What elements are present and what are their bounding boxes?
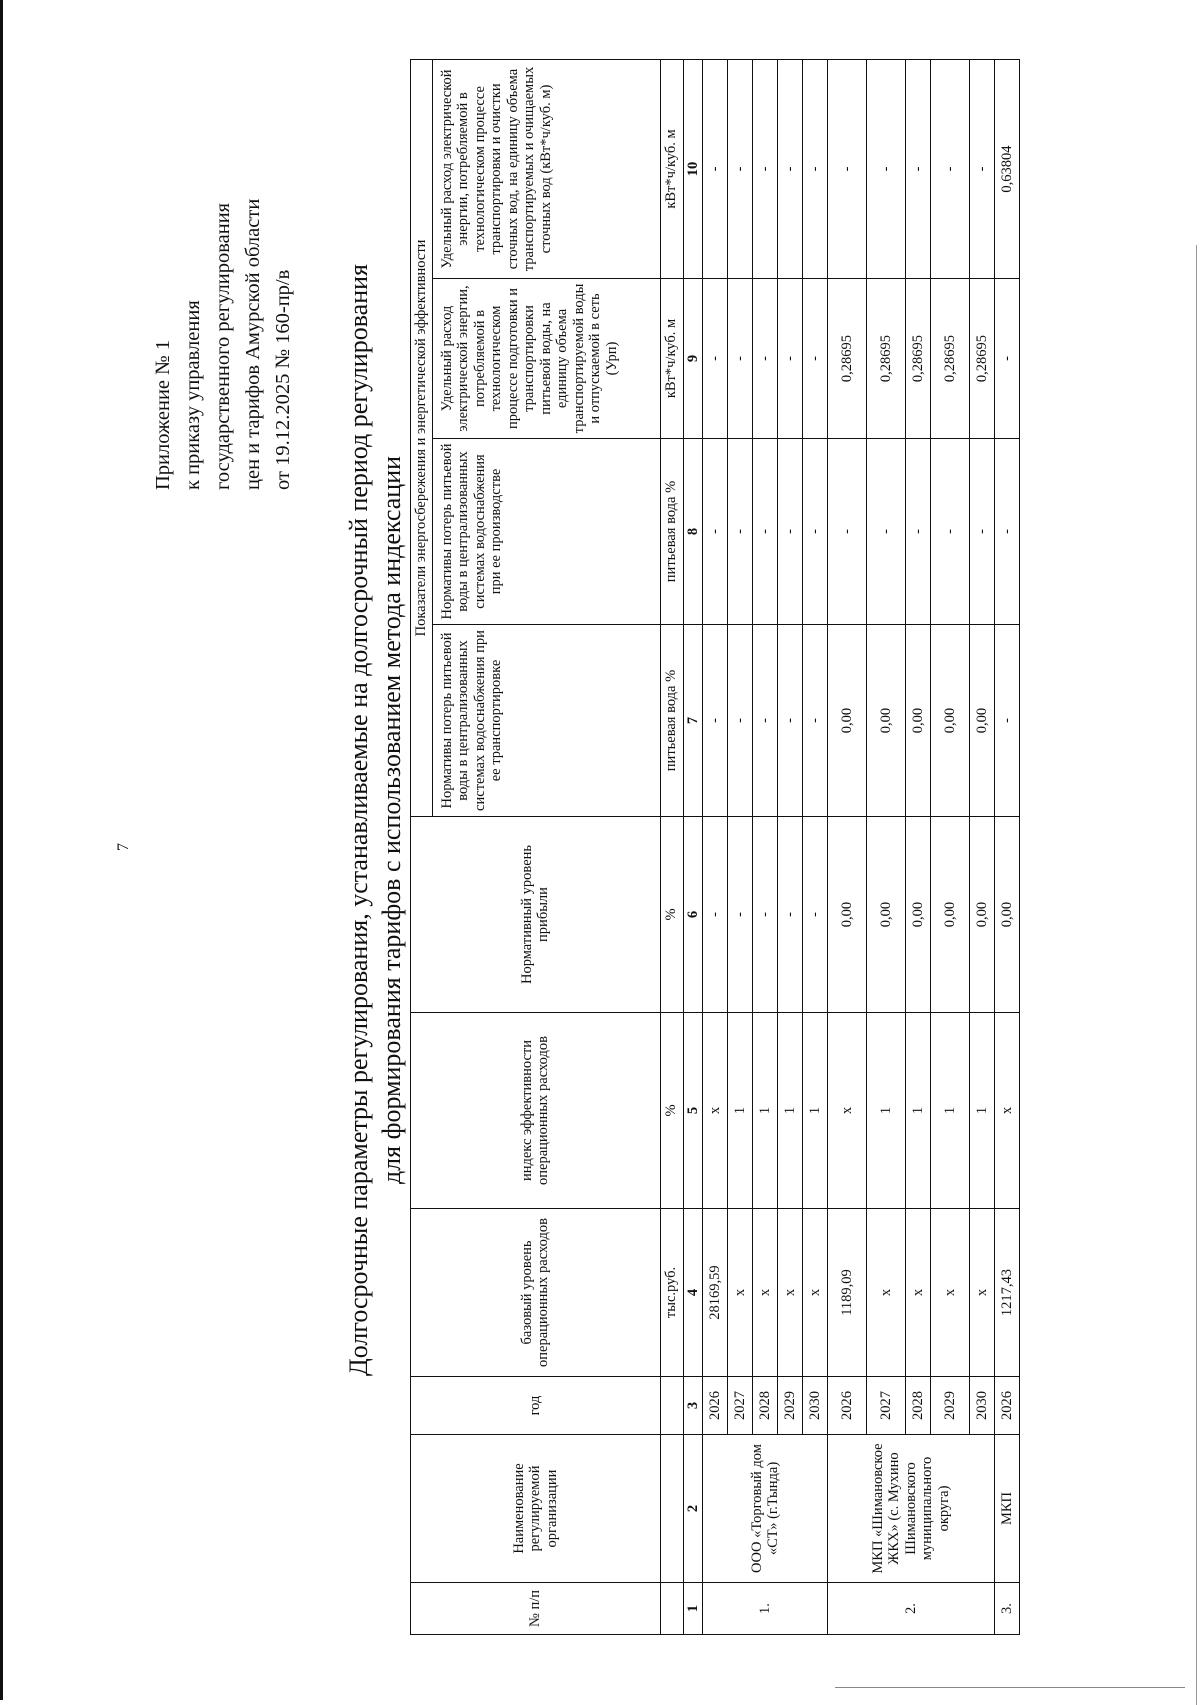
table-row bbox=[728, 59, 753, 1634]
org-name: ООО «Торговый дом «СТ» (г.Тында) bbox=[703, 1435, 828, 1583]
title-line-2: для формирования тарифов с использованием метода индексации bbox=[377, 455, 406, 1185]
cell-year: 2029 bbox=[931, 1377, 970, 1435]
cell-loss-transport: 0,00 bbox=[867, 625, 906, 817]
cell-loss-production: - bbox=[728, 439, 753, 625]
cell-energy-waste: - bbox=[778, 59, 803, 278]
header-year: год bbox=[411, 1377, 661, 1435]
cell-energy-water: 0,28695 bbox=[931, 279, 970, 439]
cell-profit: 0,00 bbox=[906, 817, 931, 1013]
cell-energy-waste: - bbox=[867, 59, 906, 278]
org-name: МКП «Шимановское ЖКХ» (с. Мухино Шимановского муниципального округа) bbox=[828, 1435, 995, 1583]
cell-loss-transport: 0,00 bbox=[931, 625, 970, 817]
unit-cell: кВт*ч/куб. м bbox=[660, 59, 683, 278]
cell-year: 2027 bbox=[867, 1377, 906, 1435]
cell-profit: - bbox=[803, 817, 828, 1013]
cell-year: 2030 bbox=[803, 1377, 828, 1435]
table-row bbox=[828, 59, 867, 1634]
cell-base: x bbox=[970, 1209, 995, 1377]
cell-energy-water: - bbox=[728, 279, 753, 439]
cell-energy-water: 0,28695 bbox=[828, 279, 867, 439]
header-energy-group: Показатели энергосбережения и энергетической эффективности bbox=[411, 59, 433, 816]
cell-loss-production: - bbox=[970, 439, 995, 625]
cell-index: 1 bbox=[867, 1013, 906, 1209]
cell-index: 1 bbox=[728, 1013, 753, 1209]
column-number: 7 bbox=[683, 625, 703, 817]
column-number: 10 bbox=[683, 59, 703, 278]
unit-cell bbox=[660, 1583, 683, 1635]
cell-index: x bbox=[828, 1013, 867, 1209]
title-line-1: Долгосрочные параметры регулирования, устанавливаемые на долгосрочный период регулирования bbox=[344, 263, 373, 1377]
unit-cell: % bbox=[660, 817, 683, 1013]
column-number: 9 bbox=[683, 279, 703, 439]
appendix-block bbox=[148, 70, 298, 490]
cell-year: 2026 bbox=[703, 1377, 728, 1435]
unit-cell: % bbox=[660, 1013, 683, 1209]
scan-right-line bbox=[1196, 245, 1197, 1705]
column-number: 2 bbox=[683, 1435, 703, 1583]
header-base-opex: базовый уровень операционных расходов bbox=[411, 1209, 661, 1377]
rotated-page bbox=[0, 30, 1100, 1690]
cell-loss-production: - bbox=[867, 439, 906, 625]
cell-loss-transport: - bbox=[703, 625, 728, 817]
cell-loss-production: - bbox=[703, 439, 728, 625]
unit-cell: питьевая вода % bbox=[660, 439, 683, 625]
cell-loss-transport: 0,00 bbox=[828, 625, 867, 817]
cell-base: 28169,59 bbox=[703, 1209, 728, 1377]
cell-year: 2028 bbox=[753, 1377, 778, 1435]
page-number: 7 bbox=[115, 843, 132, 851]
unit-cell bbox=[660, 1435, 683, 1583]
table-row bbox=[753, 59, 778, 1634]
org-number: 2. bbox=[828, 1583, 995, 1635]
table-row bbox=[906, 59, 931, 1634]
header-loss-transport: Нормативы потерь питьевой воды в централизованных системах водоснабжения при ее транспортировке bbox=[432, 625, 660, 817]
unit-cell: питьевая вода % bbox=[660, 625, 683, 817]
parameters-table bbox=[410, 59, 1020, 1635]
cell-base: x bbox=[778, 1209, 803, 1377]
table-row bbox=[803, 59, 828, 1634]
cell-loss-production: - bbox=[931, 439, 970, 625]
cell-energy-water: - bbox=[753, 279, 778, 439]
cell-year: 2029 bbox=[778, 1377, 803, 1435]
cell-energy-water: - bbox=[803, 279, 828, 439]
column-number: 3 bbox=[683, 1377, 703, 1435]
cell-index: 1 bbox=[753, 1013, 778, 1209]
cell-loss-production: - bbox=[803, 439, 828, 625]
column-number: 8 bbox=[683, 439, 703, 625]
cell-loss-production: - bbox=[828, 439, 867, 625]
cell-profit: - bbox=[728, 817, 753, 1013]
cell-energy-waste: - bbox=[753, 59, 778, 278]
table-row bbox=[995, 59, 1020, 1634]
table-row bbox=[867, 59, 906, 1634]
cell-base: 1217,43 bbox=[995, 1209, 1020, 1377]
cell-loss-transport: - bbox=[803, 625, 828, 817]
table-row bbox=[778, 59, 803, 1634]
appendix-line: от 19.12.2025 № 160-пр/в bbox=[272, 269, 294, 490]
header-energy-water: Удельный расход электрической энергии, потребляемой в технологическом процессе подготовки и транспортировки питьевой воды, на единицу объема транспортируемой воды и отпускаемой в сеть (Урп) bbox=[432, 279, 660, 439]
appendix-line: государственного регулирования bbox=[212, 202, 234, 490]
unit-cell bbox=[660, 1377, 683, 1435]
appendix-line: к приказу управления bbox=[182, 300, 204, 490]
cell-index: 1 bbox=[906, 1013, 931, 1209]
org-name: МКП bbox=[995, 1435, 1020, 1583]
cell-energy-water: - bbox=[995, 279, 1020, 439]
cell-loss-transport: - bbox=[778, 625, 803, 817]
cell-energy-waste: - bbox=[970, 59, 995, 278]
header-profit-level: Нормативный уровень прибыли bbox=[411, 817, 661, 1013]
cell-profit: 0,00 bbox=[931, 817, 970, 1013]
cell-year: 2028 bbox=[906, 1377, 931, 1435]
cell-energy-waste: - bbox=[906, 59, 931, 278]
cell-profit: 0,00 bbox=[867, 817, 906, 1013]
cell-loss-transport: - bbox=[728, 625, 753, 817]
cell-index: x bbox=[703, 1013, 728, 1209]
cell-energy-waste: - bbox=[703, 59, 728, 278]
cell-year: 2026 bbox=[995, 1377, 1020, 1435]
cell-energy-waste: - bbox=[728, 59, 753, 278]
cell-year: 2030 bbox=[970, 1377, 995, 1435]
unit-cell: тыс.руб. bbox=[660, 1209, 683, 1377]
cell-base: x bbox=[906, 1209, 931, 1377]
cell-year: 2027 bbox=[728, 1377, 753, 1435]
cell-base: x bbox=[753, 1209, 778, 1377]
cell-base: x bbox=[931, 1209, 970, 1377]
column-number: 6 bbox=[683, 817, 703, 1013]
header-num: № п/п bbox=[411, 1583, 661, 1635]
cell-profit: 0,00 bbox=[828, 817, 867, 1013]
cell-base: x bbox=[867, 1209, 906, 1377]
appendix-line: Приложение № 1 bbox=[152, 339, 174, 490]
cell-index: 1 bbox=[778, 1013, 803, 1209]
cell-loss-production: - bbox=[753, 439, 778, 625]
cell-energy-waste: 0,63804 bbox=[995, 59, 1020, 278]
org-number: 3. bbox=[995, 1583, 1020, 1635]
cell-loss-transport: 0,00 bbox=[970, 625, 995, 817]
header-efficiency-index: индекс эффективности операционных расходов bbox=[411, 1013, 661, 1209]
cell-profit: - bbox=[703, 817, 728, 1013]
cell-profit: 0,00 bbox=[970, 817, 995, 1013]
cell-base: x bbox=[803, 1209, 828, 1377]
cell-energy-water: - bbox=[703, 279, 728, 439]
unit-cell: кВт*ч/куб. м bbox=[660, 279, 683, 439]
cell-loss-transport: - bbox=[995, 625, 1020, 817]
cell-index: 1 bbox=[931, 1013, 970, 1209]
cell-energy-water: 0,28695 bbox=[867, 279, 906, 439]
cell-energy-waste: - bbox=[803, 59, 828, 278]
table-row bbox=[703, 59, 728, 1634]
cell-base: 1189,09 bbox=[828, 1209, 867, 1377]
cell-profit: - bbox=[753, 817, 778, 1013]
cell-energy-water: - bbox=[778, 279, 803, 439]
header-energy-wastewater: Удельный расход электрической энергии, потребляемой в технологическом процессе транспортировки и очистки сточных вод, на единицу объема транспортируемых и очищаемых сточных вод (кВт*ч/куб. м) bbox=[432, 59, 660, 278]
cell-year: 2026 bbox=[828, 1377, 867, 1435]
appendix-line: цен и тарифов Амурской области bbox=[242, 198, 264, 490]
header-org: Наименование регулируемой организации bbox=[411, 1435, 661, 1583]
header-loss-production: Нормативы потерь питьевой воды в централизованных системах водоснабжения при ее производстве bbox=[432, 439, 660, 625]
cell-loss-production: - bbox=[906, 439, 931, 625]
cell-index: 1 bbox=[970, 1013, 995, 1209]
cell-index: x bbox=[995, 1013, 1020, 1209]
column-number: 4 bbox=[683, 1209, 703, 1377]
column-number: 5 bbox=[683, 1013, 703, 1209]
cell-loss-production: - bbox=[995, 439, 1020, 625]
org-number: 1. bbox=[703, 1583, 828, 1635]
table-row bbox=[970, 59, 995, 1634]
document-title bbox=[342, 70, 408, 1570]
cell-loss-production: - bbox=[778, 439, 803, 625]
cell-energy-water: 0,28695 bbox=[970, 279, 995, 439]
cell-energy-water: 0,28695 bbox=[906, 279, 931, 439]
cell-loss-transport: 0,00 bbox=[906, 625, 931, 817]
cell-index: 1 bbox=[803, 1013, 828, 1209]
column-number: 1 bbox=[683, 1583, 703, 1635]
cell-profit: 0,00 bbox=[995, 817, 1020, 1013]
cell-energy-waste: - bbox=[828, 59, 867, 278]
cell-loss-transport: - bbox=[753, 625, 778, 817]
table-row bbox=[931, 59, 970, 1634]
cell-energy-waste: - bbox=[931, 59, 970, 278]
cell-profit: - bbox=[778, 817, 803, 1013]
cell-base: x bbox=[728, 1209, 753, 1377]
